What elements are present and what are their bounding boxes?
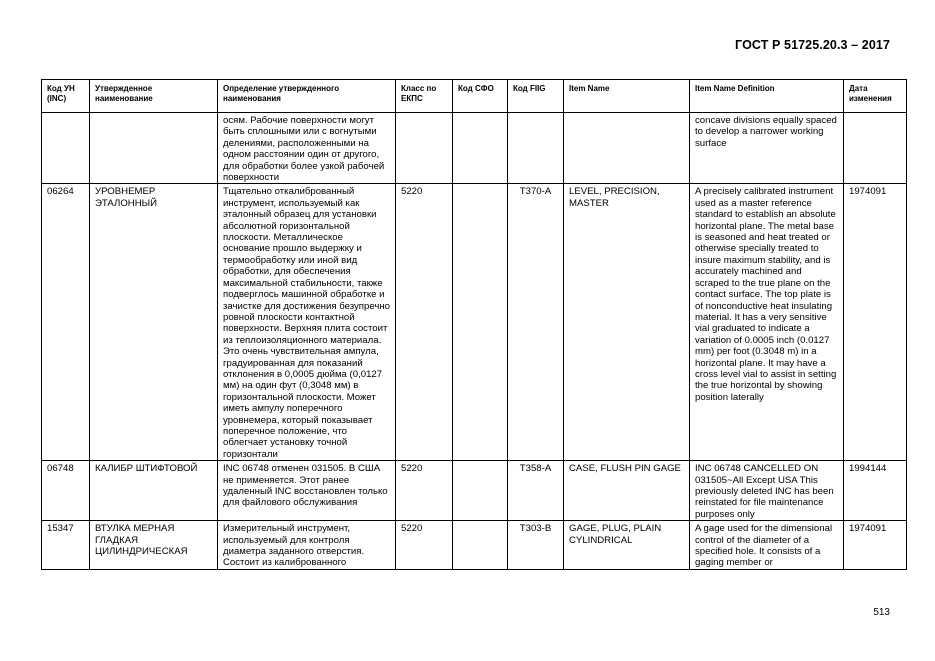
table-row <box>42 521 907 570</box>
cell-inc <box>42 113 90 184</box>
cell-item-definition: A precisely calibrated instrument used as a master reference standard to establish an absolute horizontal plane. The metal base is seasoned and heat treated or otherwise specially treated to insure maximum stability, and is accurately machined and scraped to the true plane on the contact surface. The top plate is of nonconductive heat insulating material. It has a very sensitive vial graduated to indicate a variation of 0.0005 inch (0.0127 mm) per foot (0.3048 m) in a horizontal plane. It may have a cross level vial to assist in setting the true horizontal by showing position laterally <box>690 184 844 461</box>
cell-class: 5220 <box>396 184 453 461</box>
cell-item-name: GAGE, PLUG, PLAIN CYLINDRICAL <box>564 521 690 570</box>
document-title: ГОСТ Р 51725.20.3 – 2017 <box>735 38 890 52</box>
cell-item-definition: INC 06748 CANCELLED ON 031505~All Except USA This previously deleted INC has been reinstated for file maintenance purposes only <box>690 461 844 521</box>
column-header-definition: Определение утвержденного наименования <box>218 80 396 113</box>
cell-sfo <box>453 184 508 461</box>
table-row <box>42 113 907 184</box>
cell-item-name <box>564 113 690 184</box>
cell-sfo <box>453 521 508 570</box>
cell-fiig: T370-A <box>508 184 564 461</box>
cell-definition: INC 06748 отменен 031505. В США не применяется. Этот ранее удаленный INC восстановлен только для файлового обслуживания <box>218 461 396 521</box>
cell-class: 5220 <box>396 521 453 570</box>
cell-name <box>90 113 218 184</box>
cell-inc: 15347 <box>42 521 90 570</box>
cell-fiig: T358-A <box>508 461 564 521</box>
cell-date: 1974091 <box>844 521 907 570</box>
cell-sfo <box>453 113 508 184</box>
cell-date <box>844 113 907 184</box>
cell-inc: 06264 <box>42 184 90 461</box>
column-header-class: Класс по ЕКПС <box>396 80 453 113</box>
column-header-inc: Код УН (INC) <box>42 80 90 113</box>
cell-item-name: LEVEL, PRECISION, MASTER <box>564 184 690 461</box>
cell-class: 5220 <box>396 461 453 521</box>
cell-definition: осям. Рабочие поверхности могут быть сплошными или с вогнутыми делениями, расположенными на одном расстоянии один от другого, для обработки более узкой рабочей поверхности <box>218 113 396 184</box>
column-header-approved-name: Утвержденное наименование <box>90 80 218 113</box>
cell-item-name: CASE, FLUSH PIN GAGE <box>564 461 690 521</box>
cell-date: 1974091 <box>844 184 907 461</box>
cell-sfo <box>453 461 508 521</box>
cell-item-definition: concave divisions equally spaced to develop a narrower working surface <box>690 113 844 184</box>
cell-definition: Тщательно откалиброванный инструмент, используемый как эталонный образец для установки абсолютной горизонтальной плоскости. Металлическое основание прошло выдержку и термообработку или иной вид обработки, для обеспечения максимальной стабильности, также подверглось машинной обработке и зачистке для достижения безупречно ровной плоскости контактной поверхности. Верхняя плита состоит из теплоизоляционного материала. Это очень чувствительная ампула, градуированная для показаний отклонения в 0,0005 дюйма (0,0127 мм) на один фут (0,3048 мм) в горизонтальной плоскости. Может иметь ампулу поперечного уровнемера, который показывает поперечное положение, что облегчает установку точной горизонтали <box>218 184 396 461</box>
table-row <box>42 184 907 461</box>
page-number: 513 <box>873 607 890 618</box>
cell-class <box>396 113 453 184</box>
table-row <box>42 461 907 521</box>
column-header-item-name: Item Name <box>564 80 690 113</box>
column-header-date: Дата изменения <box>844 80 907 113</box>
cell-fiig: T303-B <box>508 521 564 570</box>
cell-name: ВТУЛКА МЕРНАЯ ГЛАДКАЯ ЦИЛИНДРИЧЕСКАЯ <box>90 521 218 570</box>
table-header-row <box>42 80 907 113</box>
nomenclature-table <box>41 79 907 570</box>
column-header-item-definition: Item Name Definition <box>690 80 844 113</box>
column-header-sfo: Код СФО <box>453 80 508 113</box>
cell-fiig <box>508 113 564 184</box>
cell-name: КАЛИБР ШТИФТОВОЙ <box>90 461 218 521</box>
cell-definition: Измерительный инструмент, используемый для контроля диаметра заданного отверстия. Состоит из калиброванного <box>218 521 396 570</box>
cell-item-definition: A gage used for the dimensional control of the diameter of a specified hole. It consists of a gaging member or <box>690 521 844 570</box>
column-header-fiig: Код FIIG <box>508 80 564 113</box>
cell-inc: 06748 <box>42 461 90 521</box>
cell-date: 1994144 <box>844 461 907 521</box>
cell-name: УРОВНЕМЕР ЭТАЛОННЫЙ <box>90 184 218 461</box>
